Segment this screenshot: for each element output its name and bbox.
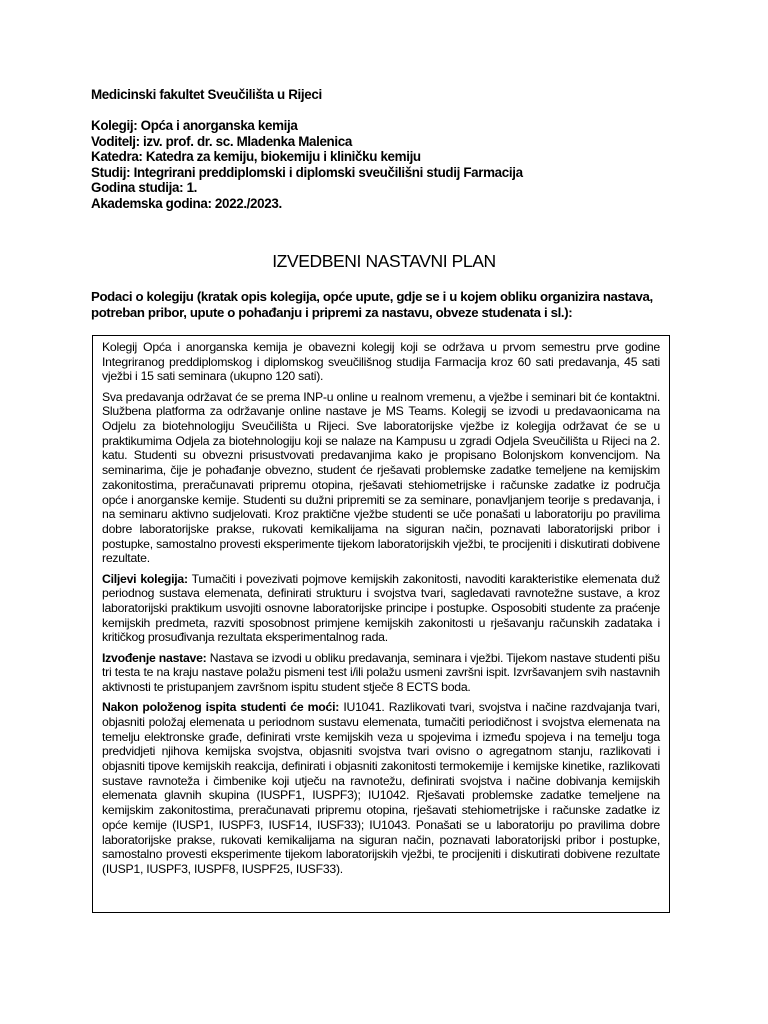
course-leader: Voditelj: izv. prof. dr. sc. Mladenka Malenica bbox=[91, 133, 352, 149]
study-year: Godina studija: 1. bbox=[91, 180, 198, 195]
course-goals-text: Tumačiti i povezivati pojmove kemijskih zakonitosti, navoditi karakteristike elemenata duž periodnog sustava elemenata, definirati strukturu i svojstva tvari, sagledavati ravnotežne sustave, a kroz laboratorijski praktikum usvojiti osnovne laboratorijske principe i postupke. Osposobiti studente za praćenje kemijskih predmeta, razviti sposobnost primjene kemijskih zakonitosti u rješavanju računskih zadataka i kritičkog prosuđivanja rezultata eksperimentalnog rada. bbox=[102, 571, 661, 645]
course-name: Kolegij: Opća i anorganska kemija bbox=[91, 118, 298, 133]
course-header bbox=[91, 87, 711, 211]
learning-outcomes-paragraph bbox=[102, 700, 660, 876]
course-delivery-text: Nastava se izvodi u obliku predavanja, seminara i vježbi. Tijekom nastave studenti pišu tri testa te na kraju nastave polažu pismeni test i/ili polažu usmeni završni ispit. Izvršavanjem svih nastavnih aktivnosti te pristupanjem završnom ispitu student stječe 8 ECTS boda. bbox=[102, 650, 660, 694]
institution-name: Medicinski fakultet Sveučilišta u Rijeci bbox=[91, 87, 322, 102]
course-info-box bbox=[92, 335, 670, 913]
course-delivery-paragraph bbox=[102, 651, 660, 695]
academic-year: Akademska godina: 2022./2023. bbox=[91, 195, 282, 211]
course-organization-paragraph: Sva predavanja održavat će se prema INP-u online u realnom vremenu, a vježbe i seminari bit će kontaktni. Službena platforma za održavanje online nastave je MS Teams. Kolegij se izvodi u predavaonicama na Odjelu za biotehnologiju Sveučilišta u Rijeci. Sve laboratorijske vježbe iz kolegija održavat će se u praktikumima Odjela za biotehnologiju koji se nalaze na Kampusu u zgradi Odjela Sveučilišta u Rijeci na 2. katu. Studenti su obvezni prisustvovati predavanjima kako je propisano Bolonjskom konvencijom. Na seminarima, čije je pohađanje obvezno, student će rješavati problemske zadatke temeljene na kemijskim zakonitostima, preračunavati pripremu otopina, rješavati stehiometrijske i računske zadatke iz područja opće i anorganske kemije. Studenti su dužni pripremiti se za seminare, ponavljanjem teorije s predavanja, i na seminaru aktivno sudjelovati. Kroz praktične vježbe studenti se uče ponašati u laboratoriju po pravilima dobre laboratorijske prakse, rukovati kemikalijama na siguran način, poznavati laboratorijski pribor i postupke, samostalno provesti eksperimente tijekom laboratorijskih vježbi, te procijeniti i diskutirati dobivene rezultate. bbox=[102, 389, 660, 566]
learning-outcomes-label: Nakon položenog ispita studenti će moći: bbox=[102, 700, 340, 715]
course-summary-paragraph: Kolegij Opća i anorganska kemija je obavezni kolegij koji se održava u prvom semestru prve godine Integriranog preddiplomskog i diplomskog sveučilišnog studija Farmacija kroz 60 sati predavanja, 45 sati vježbi i 15 sati seminara (ukupno 120 sati). bbox=[102, 340, 660, 384]
department-name: Katedra: Katedra za kemiju, biokemiju i kliničku kemiju bbox=[91, 149, 421, 164]
study-program: Studij: Integrirani preddiplomski i diplomski sveučilišni studij Farmacija bbox=[91, 164, 523, 180]
learning-outcomes-text: IU1041. Razlikovati tvari, svojstva i načine razdvajanja tvari, objasniti položaj elemenata u periodnom sustavu elemenata, tumačiti periodičnost i svojstva elemenata na temelju elektronske građe, definirati vrste kemijskih veza u spojevima i između spojeva i na temelju toga predvidjeti njihova kemijska svojstva, objasniti svojstva tvari ovisno o agregatnom stanju, razlikovati i objasniti tipove kemijskih reakcija, definirati i objasniti zakonitosti termokemije i kemijske kinetike, razlikovati sustave ravnoteža i čimbenike koji utječu na ravnotežu, definirati svojstva i načine dobivanja kemijskih elemenata glavnih skupina (IUSPF1, IUSPF3); IU1042. Rješavati problemske zadatke temeljene na kemijskim zakonitostima, preračunavati pripremu otopina, rješavati stehiometrijske i računske zadatke iz opće kemije (IUSP1, IUSPF3, IUSF14, IUSF33); IU1043. Ponašati se u laboratoriju po pravilima dobre laboratorijske prakse, rukovati kemikalijama na siguran način, poznavati laboratorijski pribor i postupke, samostalno provesti eksperimente tijekom laboratorijskih vježbi, te procijeniti i diskutirati dobivene rezultate (IUSP1, IUSPF3, IUSPF8, IUSPF25, IUSF33). bbox=[102, 700, 660, 876]
course-delivery-label: Izvođenje nastave: bbox=[102, 650, 207, 665]
page-title: IZVEDBENI NASTAVNI PLAN bbox=[272, 251, 496, 271]
course-goals-paragraph bbox=[102, 572, 660, 646]
course-goals-label: Ciljevi kolegija: bbox=[102, 571, 188, 586]
section-intro: Podaci o kolegiju (kratak opis kolegija, opće upute, gdje se i u kojem obliku organizira nastava, potreban pribor, upute o pohađanju i pripremi za nastavu, obveze studenata i sl.): bbox=[91, 289, 653, 320]
